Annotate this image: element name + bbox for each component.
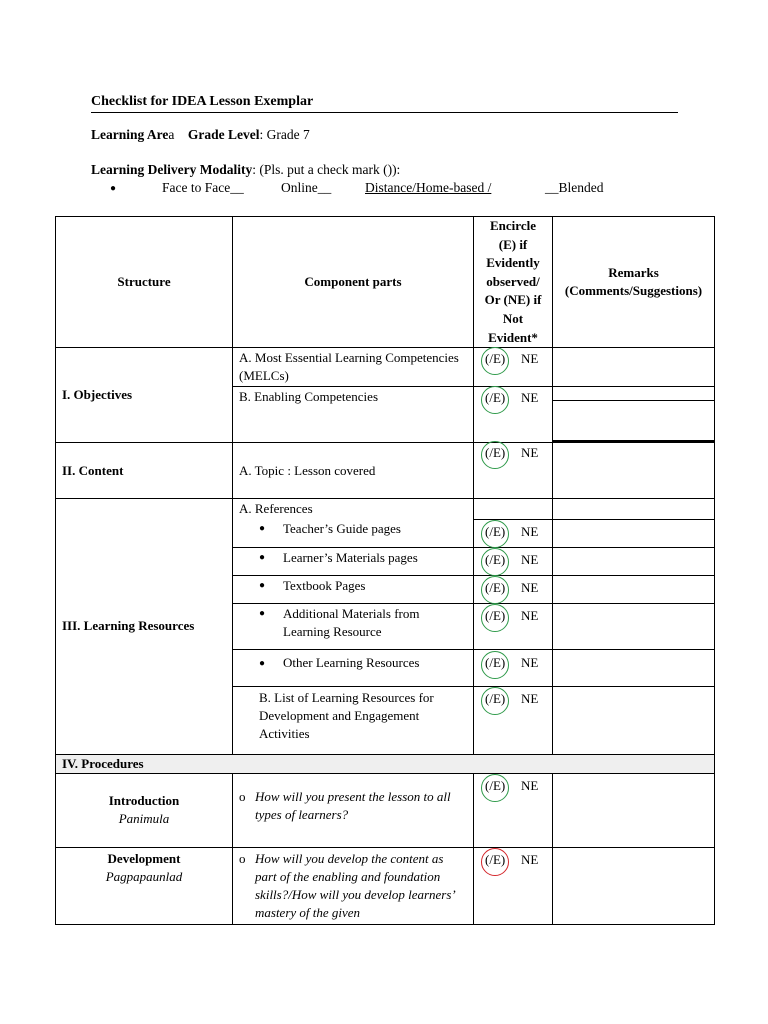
content-topic: A. Topic : Lesson covered bbox=[233, 443, 474, 499]
remarks-content-topic[interactable] bbox=[553, 443, 715, 499]
resources-item-other: ● Other Learning Resources bbox=[233, 649, 474, 686]
development-question: o How will you develop the content as part of the enabling and foundation skills?/How will you develop learners’ mastery of the given bbox=[233, 847, 474, 924]
remarks-resources-references bbox=[553, 499, 715, 520]
remarks-objectives-enabling[interactable] bbox=[553, 387, 715, 443]
page-title: Checklist for IDEA Lesson Exemplar bbox=[91, 94, 314, 109]
header-remarks: Remarks (Comments/Suggestions) bbox=[553, 217, 715, 348]
section-procedures: IV. Procedures bbox=[56, 754, 715, 773]
objectives-melcs: A. Most Essential Learning Competencies (MELCs) bbox=[233, 348, 474, 387]
introduction-question: o How will you present the lesson to all types of learners? bbox=[233, 773, 474, 847]
modality-bullet: ● bbox=[110, 183, 117, 194]
remarks-textbook[interactable] bbox=[553, 575, 715, 603]
resources-item-learners-materials: ● Learner’s Materials pages bbox=[233, 547, 474, 575]
learning-area-label: Learning Are bbox=[91, 127, 169, 142]
remarks-learners-materials[interactable] bbox=[553, 547, 715, 575]
header-encircle: Encircle (E) if Evidently observed/ Or (NE) if Not Evident* bbox=[474, 217, 553, 348]
development-name: Development bbox=[107, 850, 181, 866]
learning-area-tail: a bbox=[168, 127, 175, 142]
title-rule bbox=[91, 112, 678, 113]
resources-item-teachers-guide: ● Teacher’s Guide pages bbox=[233, 519, 474, 547]
eval-resources-references bbox=[474, 499, 553, 520]
eval-resources-list[interactable]: (/E) NE bbox=[474, 686, 553, 754]
resources-references: A. References bbox=[233, 499, 474, 520]
checklist-table bbox=[55, 216, 715, 925]
remarks-resources-list[interactable] bbox=[553, 686, 715, 754]
resources-list: B. List of Learning Resources for Development and Engagement Activities bbox=[233, 686, 474, 754]
modality-label: Learning Delivery Modality bbox=[91, 162, 253, 177]
resources-item-additional: ● Additional Materials from Learning Resource bbox=[233, 603, 474, 649]
section-objectives: I. Objectives bbox=[56, 348, 233, 443]
eval-learners-materials[interactable]: (/E) NE bbox=[474, 547, 553, 575]
eval-textbook[interactable]: (/E) NE bbox=[474, 575, 553, 603]
procedure-introduction bbox=[56, 773, 233, 847]
objectives-enabling: B. Enabling Competencies bbox=[233, 387, 474, 443]
remarks-other[interactable] bbox=[553, 649, 715, 686]
eval-objectives-melcs[interactable]: (/E) NE bbox=[474, 348, 553, 387]
eval-objectives-enabling[interactable]: (/E) NE bbox=[474, 387, 553, 443]
resources-item-textbook: ● Textbook Pages bbox=[233, 575, 474, 603]
introduction-sub: Panimula bbox=[118, 811, 170, 827]
eval-development[interactable]: (/E) NE bbox=[474, 847, 553, 924]
modality-blended[interactable]: __Blended bbox=[545, 180, 604, 195]
remarks-development[interactable] bbox=[553, 847, 715, 924]
learning-area-line bbox=[91, 127, 310, 143]
modality-note: : (Pls. put a check mark ()): bbox=[252, 162, 401, 177]
remarks-additional[interactable] bbox=[553, 603, 715, 649]
eval-content-topic[interactable]: (/E) NE bbox=[474, 443, 553, 499]
section-learning-resources: III. Learning Resources bbox=[56, 499, 233, 755]
remarks-introduction[interactable] bbox=[553, 773, 715, 847]
section-content: II. Content bbox=[56, 443, 233, 499]
procedure-development bbox=[56, 847, 233, 924]
modality-online[interactable]: Online__ bbox=[281, 180, 332, 195]
header-structure: Structure bbox=[56, 217, 233, 348]
remarks-objectives-melcs[interactable] bbox=[553, 348, 715, 387]
development-sub: Pagpapaunlad bbox=[105, 868, 183, 884]
eval-teachers-guide[interactable]: (/E) NE bbox=[474, 519, 553, 547]
modality-face-to-face[interactable]: Face to Face__ bbox=[162, 180, 244, 195]
remarks-teachers-guide[interactable] bbox=[553, 519, 715, 547]
modality-line bbox=[91, 162, 400, 178]
eval-introduction[interactable]: (/E) NE bbox=[474, 773, 553, 847]
header-component-parts: Component parts bbox=[233, 217, 474, 348]
grade-level-label: Grade Level bbox=[187, 127, 260, 142]
introduction-name: Introduction bbox=[108, 793, 180, 809]
modality-distance[interactable]: Distance/Home-based / bbox=[365, 180, 492, 195]
grade-level-value: : Grade 7 bbox=[259, 127, 310, 142]
modality-options bbox=[110, 180, 670, 198]
eval-additional[interactable]: (/E) NE bbox=[474, 603, 553, 649]
eval-other[interactable]: (/E) NE bbox=[474, 649, 553, 686]
